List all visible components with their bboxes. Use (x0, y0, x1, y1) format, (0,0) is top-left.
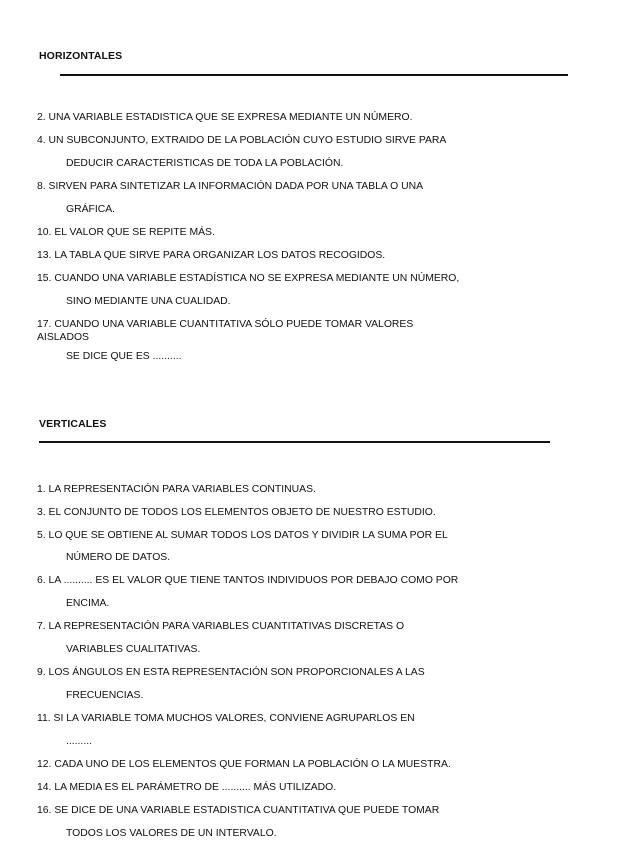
clue-line: 10. EL VALOR QUE SE REPITE MÁS. (37, 227, 215, 238)
clue-line: NÚMERO DE DATOS. (66, 552, 171, 563)
clue-line: VARIABLES CUALITATIVAS. (66, 644, 201, 655)
clue-line: ......... (66, 736, 92, 747)
clue-line: 11. SI LA VARIABLE TOMA MUCHOS VALORES, CONVIENE AGRUPARLOS EN (37, 713, 415, 724)
clue-line: GRÁFICA. (66, 204, 116, 215)
clue-line: 5. LO QUE SE OBTIENE AL SUMAR TODOS LOS DATOS Y DIVIDIR LA SUMA POR EL (37, 530, 448, 541)
clue-line: AISLADOS (37, 332, 89, 343)
verticales-heading: VERTICALES (39, 418, 107, 430)
clue-line: TODOS LOS VALORES DE UN INTERVALO. (66, 828, 277, 839)
clue-line: SE DICE QUE ES .......... (66, 351, 182, 362)
clue-line: 12. CADA UNO DE LOS ELEMENTOS QUE FORMAN LA POBLACIÓN O LA MUESTRA. (37, 759, 451, 770)
clue-line: ENCIMA. (66, 598, 110, 609)
clue-line: 15. CUANDO UNA VARIABLE ESTADÍSTICA NO SE EXPRESA MEDIANTE UN NÚMERO, (37, 273, 460, 284)
clue-line: 9. LOS ÁNGULOS EN ESTA REPRESENTACIÓN SON PROPORCIONALES A LAS (37, 667, 425, 678)
clue-line: 13. LA TABLA QUE SIRVE PARA ORGANIZAR LOS DATOS RECOGIDOS. (37, 250, 386, 261)
horizontales-rule (60, 74, 568, 76)
clue-line: SINO MEDIANTE UNA CUALIDAD. (66, 296, 231, 307)
verticales-rule (39, 441, 550, 443)
clue-line: 7. LA REPRESENTACIÓN PARA VARIABLES CUANTITATIVAS DISCRETAS O (37, 621, 405, 632)
clue-line: 1. LA REPRESENTACIÓN PARA VARIABLES CONTINUAS. (37, 484, 316, 495)
clue-line: 8. SIRVEN PARA SINTETIZAR LA INFORMACIÓN DADA POR UNA TABLA O UNA (37, 181, 424, 192)
clue-line: 2. UNA VARIABLE ESTADISTICA QUE SE EXPRESA MEDIANTE UN NÚMERO. (37, 112, 413, 123)
clue-line: 16. SE DICE DE UNA VARIABLE ESTADISTICA CUANTITATIVA QUE PUEDE TOMAR (37, 805, 440, 816)
clue-line: 4. UN SUBCONJUNTO, EXTRAIDO DE LA POBLACIÓN CUYO ESTUDIO SIRVE PARA (37, 135, 447, 146)
clue-line: 6. LA .......... ES EL VALOR QUE TIENE TANTOS INDIVIDUOS POR DEBAJO COMO POR (37, 575, 459, 586)
clue-line: 3. EL CONJUNTO DE TODOS LOS ELEMENTOS OBJETO DE NUESTRO ESTUDIO. (37, 507, 436, 518)
horizontales-heading: HORIZONTALES (39, 50, 123, 62)
clue-line: FRECUENCIAS. (66, 690, 144, 701)
clue-line: 17. CUANDO UNA VARIABLE CUANTITATIVA SÓLO PUEDE TOMAR VALORES (37, 319, 414, 330)
clue-line: DEDUCIR CARACTERISTICAS DE TODA LA POBLACIÓN. (66, 158, 344, 169)
clue-line: 14. LA MEDIA ES EL PARÁMETRO DE .......... MÁS UTILIZADO. (37, 782, 337, 793)
